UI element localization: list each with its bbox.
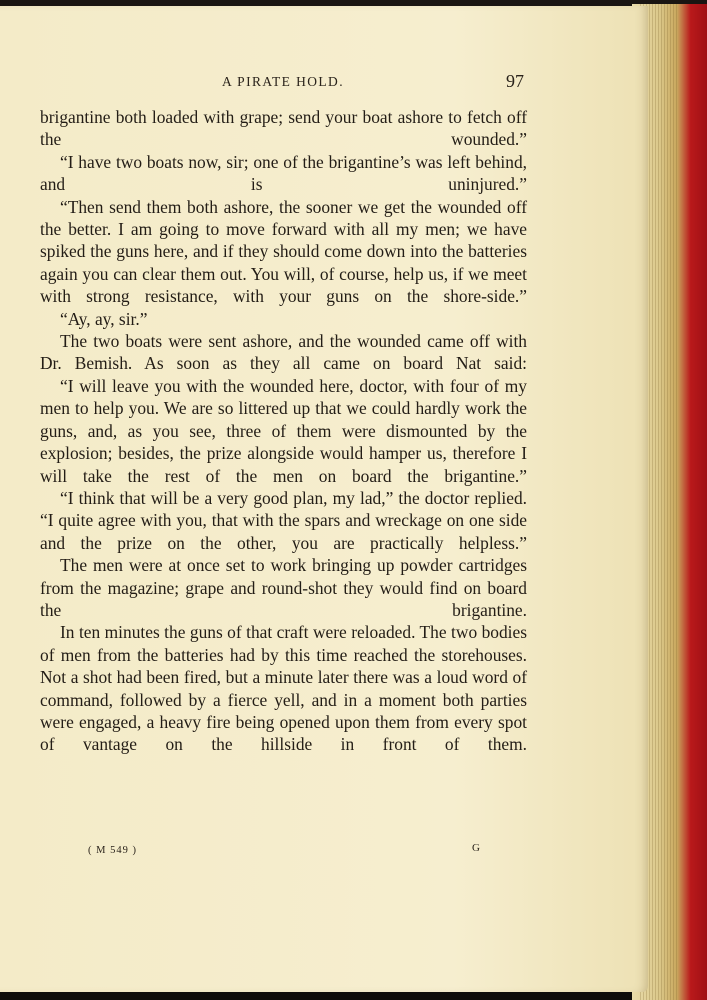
paragraph: “I have two boats now, sir; one of the brigantine’s was left behind, and is uninjured.” [40,151,527,195]
paragraph: In ten minutes the guns of that craft were reloaded. The two bodies of men from the batteries had by this time reached the storehouses. Not a shot had been fired, but a minute later there was a loud word of command, followed by a fierce yell, and in a moment both parties were engaged, a heavy fire being opened upon them from every spot of vantage on the hillside in front of them. [40,622,527,755]
book-page [0,6,648,992]
body-text [40,106,527,756]
paragraph: brigantine both loaded with grape; send your boat ashore to fetch off the wounded.” [40,107,527,150]
paragraph: “I think that will be a very good plan, my lad,” the doctor replied. “I quite agree with you, that with the spars and wreckage on one side and the prize on the other, you are practically helpless.” [40,487,527,553]
paragraph: “Ay, ay, sir.” [60,308,148,329]
signature-mark: ( M 549 ) [88,845,137,856]
paragraph: The two boats were sent ashore, and the wounded came off with Dr. Bemish. As soon as they all came on board Nat said: [40,331,527,374]
paragraph: The men were at once set to work bringing up powder cartridges from the magazine; grape and round-shot they would find on board the brigantine. [40,555,527,620]
paragraph: “Then send them both ashore, the sooner we get the wounded off the better. I am going to move forward with all my men; we have spiked the guns here, and if they should come down into the batteries again you can clear them out. You will, of course, help us, if we meet with strong resistance, with your guns on the shore-side.” [40,196,527,307]
gathering-mark: G [472,842,480,854]
page-number: 97 [506,71,524,91]
paragraph: “I will leave you with the wounded here, doctor, with four of my men to help you. We are so littered up that we could hardly work the guns, and, as you see, three of them were dismounted by the explosion; besides, the prize alongside would hamper us, therefore I will take the rest of the men on board the brigantine.” [40,375,527,486]
running-title: A PIRATE HOLD. [222,74,344,89]
running-head [0,71,648,96]
